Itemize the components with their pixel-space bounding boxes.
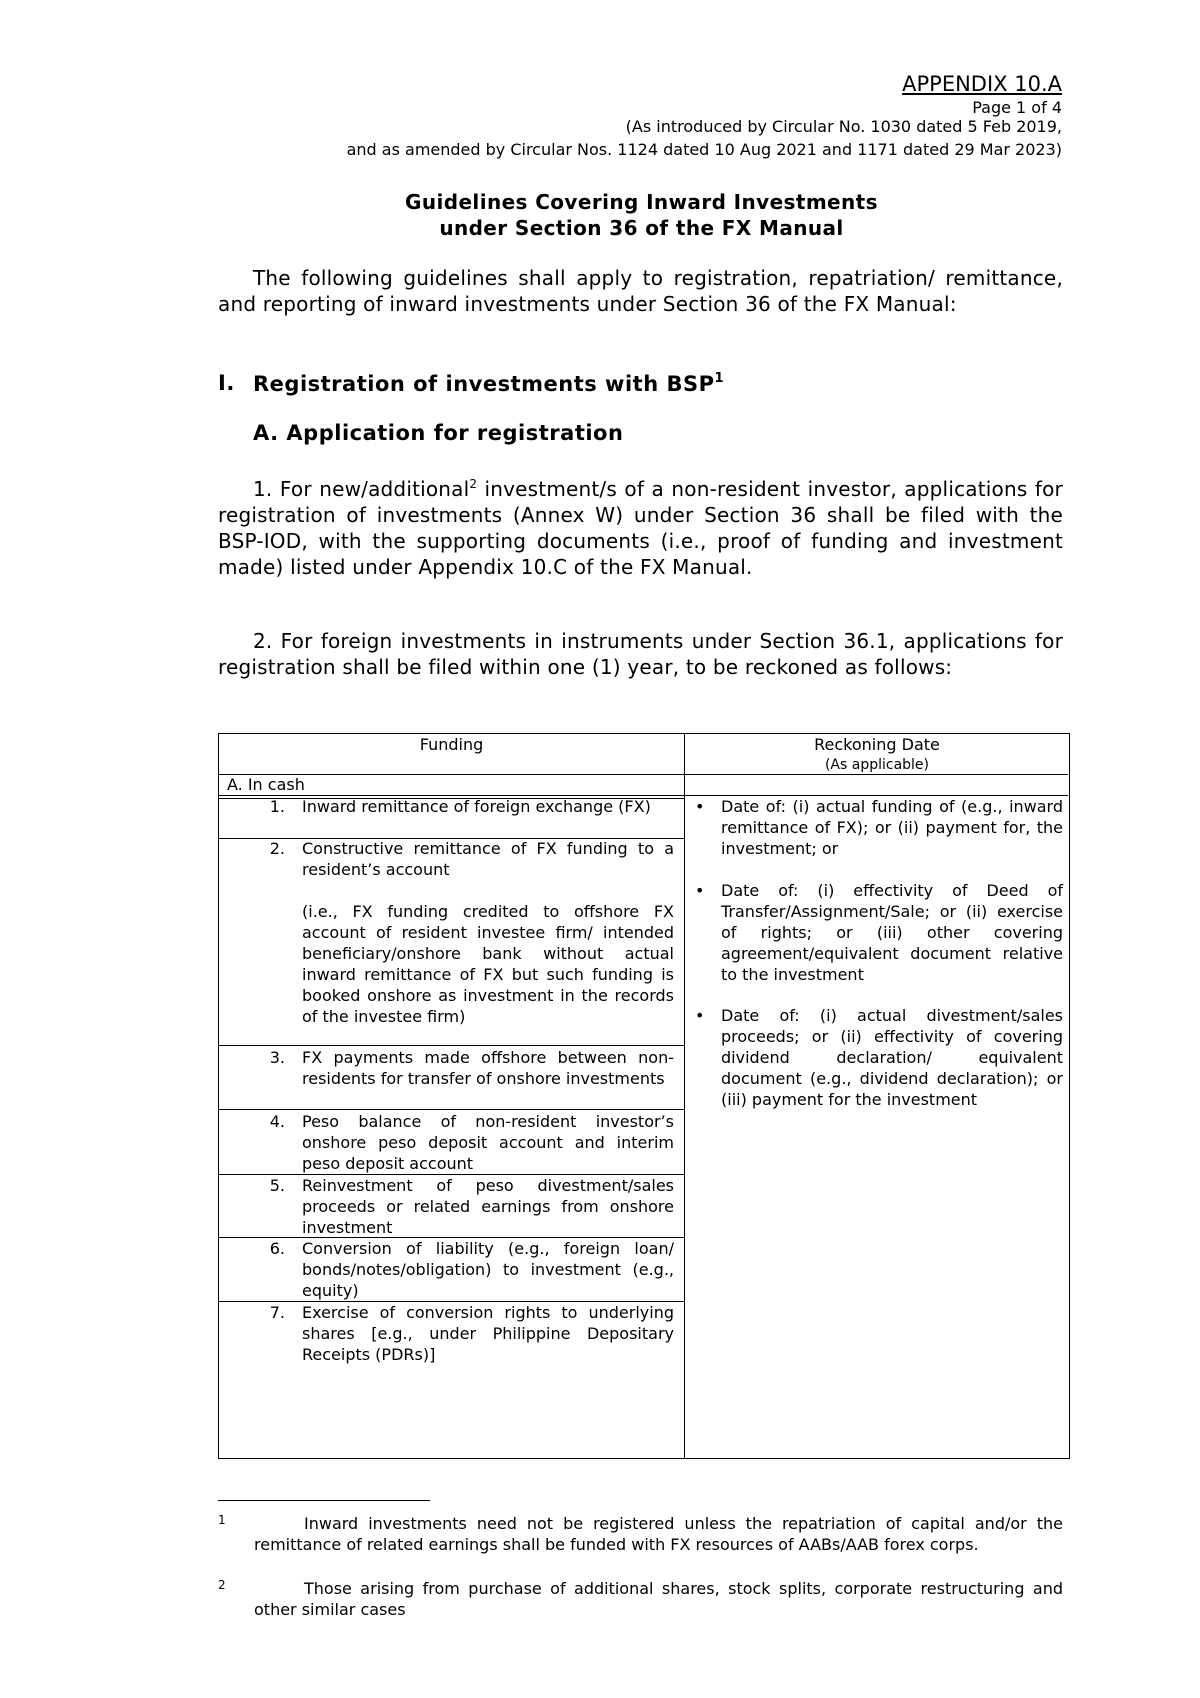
section-number: I. <box>218 371 235 395</box>
funding-column-header: Funding <box>419 735 484 754</box>
footnote-text: Inward investments need not be registered unless the repatriation of capital and/or the remittance of related earnings shall be funded with FX resources of AABs/AAB forex corps. <box>254 1514 1063 1554</box>
intro-paragraph: The following guidelines shall apply to registration, repatriation/ remittance, and reporting of inward investments under Section 36 of the FX Manual: <box>218 266 1063 316</box>
document-title-line2: under Section 36 of the FX Manual <box>439 216 844 240</box>
page-number: Page 1 of 4 <box>972 98 1062 117</box>
item-number: 4. <box>269 1112 285 1131</box>
row-rule <box>219 1045 684 1046</box>
paragraph-1 <box>218 471 1063 580</box>
group-label-in-cash: A. In cash <box>227 775 305 794</box>
item-number: 6. <box>269 1239 285 1258</box>
item-text: Reinvestment of peso divestment/sales proceeds or related earnings from onshore investment <box>302 1176 674 1237</box>
reckoning-column-header: Reckoning Date <box>814 735 940 754</box>
item-number: 7. <box>269 1303 285 1322</box>
section-heading <box>253 371 724 396</box>
footnote-ref-2: 2 <box>469 477 478 491</box>
item-number: 3. <box>269 1048 285 1067</box>
item-text: Conversion of liability (e.g., foreign loan/ bonds/notes/obligation) to investment (e.g., equity) <box>302 1239 674 1300</box>
paragraph-1-rest: investment/s of a non-resident investor, applications for registration of investments (Annex W) under Section 36 shall be filed with the BSP-IOD, with the supporting documents (i.e., proof of funding and investment made) listed under Appendix 10.C of the FX Manual. <box>218 477 1063 579</box>
reckoning-column-subheader: (As applicable) <box>824 757 930 773</box>
item-text: FX payments made offshore between non-residents for transfer of onshore investments <box>302 1048 674 1088</box>
reckoning-table <box>218 733 1070 1459</box>
circular-introduced-note: (As introduced by Circular No. 1030 dated 5 Feb 2019, <box>625 117 1062 136</box>
subsection-heading: A. Application for registration <box>253 421 624 445</box>
document-title-line1: Guidelines Covering Inward Investments <box>405 190 878 214</box>
bullet-text: Date of: (i) actual divestment/sales proceeds; or (ii) effectivity of covering dividend declaration/ equivalent document (e.g., dividend declaration); or (iii) payment for the investment <box>721 1006 1063 1109</box>
section-heading-text: Registration of investments with BSP <box>253 372 715 396</box>
bullet-text: Date of: (i) effectivity of Deed of Transfer/Assignment/Sale; or (ii) exercise of rights; or (iii) other covering agreement/equivalent document relative to the investment <box>721 881 1063 984</box>
item-text-main: Constructive remittance of FX funding to a resident’s account <box>302 839 674 879</box>
appendix-label: APPENDIX 10.A <box>902 72 1062 96</box>
bullet-icon: • <box>695 797 705 816</box>
paragraph-2: 2. For foreign investments in instruments under Section 36.1, applications for registration shall be filed within one (1) year, to be reckoned as follows: <box>218 629 1063 679</box>
footnote-separator <box>218 1500 430 1501</box>
row-rule <box>219 1109 684 1110</box>
header-rule <box>219 774 1068 775</box>
item-text: Peso balance of non-resident investor’s onshore peso deposit account and interim peso deposit account <box>302 1112 674 1173</box>
item-number: 5. <box>269 1176 285 1195</box>
column-divider <box>684 774 685 1458</box>
circular-amended-note: and as amended by Circular Nos. 1124 dated 10 Aug 2021 and 1171 dated 29 Mar 2023) <box>346 140 1062 159</box>
item-number: 1. <box>269 797 285 816</box>
bullet-icon: • <box>695 881 705 900</box>
item-text <box>302 838 674 1027</box>
footnote-mark: 2 <box>218 1578 226 1592</box>
bullet-icon: • <box>695 1006 705 1025</box>
footnote-ref-1: 1 <box>714 371 725 386</box>
item-text: Inward remittance of foreign exchange (FX) <box>302 797 651 816</box>
footnote-mark: 1 <box>218 1513 226 1527</box>
item-text-detail: (i.e., FX funding credited to offshore FX account of resident investee firm/ intended beneficiary/onshore bank without actual inward remittance of FX but such funding is booked onshore as investment in the records of the investee firm) <box>302 902 674 1026</box>
bullet-text: Date of: (i) actual funding of (e.g., inward remittance of FX); or (ii) payment for, the investment; or <box>721 797 1063 858</box>
footnote-text: Those arising from purchase of additional shares, stock splits, corporate restructuring and other similar cases <box>254 1579 1063 1619</box>
item-text: Exercise of conversion rights to underlying shares [e.g., under Philippine Depositary Receipts (PDRs)] <box>302 1303 674 1364</box>
paragraph-1-lead: 1. For new/additional <box>253 477 470 501</box>
item-number: 2. <box>269 839 285 858</box>
